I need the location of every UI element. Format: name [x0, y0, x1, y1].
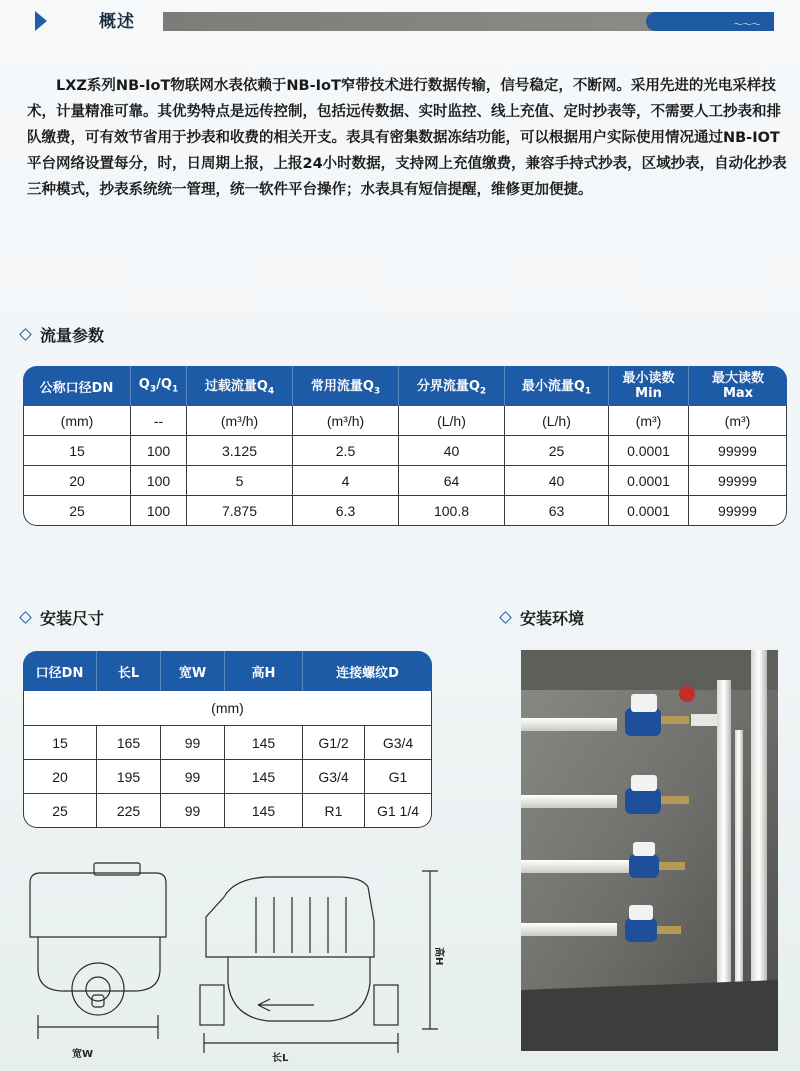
table-cell: 99999 — [689, 466, 787, 496]
table-cell: 99999 — [689, 436, 787, 466]
table-cell: G1/2 — [303, 726, 365, 760]
table-row — [23, 726, 432, 760]
table-cell: G1 — [365, 760, 432, 794]
unit-cell: (mm) — [23, 691, 432, 726]
size-table-header-row — [23, 651, 432, 691]
table-cell: G3/4 — [303, 760, 365, 794]
table-cell: 15 — [23, 436, 131, 466]
flow-section-title: 流量参数 — [40, 326, 105, 345]
table-cell: 20 — [23, 760, 97, 794]
size-header-thread: 连接螺纹D — [303, 651, 432, 691]
size-header-height: 高H — [225, 651, 303, 691]
table-cell: 0.0001 — [609, 436, 689, 466]
table-cell: 7.875 — [187, 496, 293, 526]
table-cell: 2.5 — [293, 436, 399, 466]
table-cell: 100 — [131, 436, 187, 466]
width-dimension-label: 宽W — [72, 1049, 94, 1060]
size-section-title: 安装尺寸 — [40, 609, 105, 628]
table-cell: 25 — [23, 496, 131, 526]
table-row — [23, 466, 787, 496]
unit-cell: -- — [131, 406, 187, 436]
flow-header-ratio: $Q_3/Q_1$ — [131, 366, 187, 406]
table-cell: 0.0001 — [609, 496, 689, 526]
table-cell: 3.125 — [187, 436, 293, 466]
table-cell: 25 — [505, 436, 609, 466]
wave-ornament-icon: 〜〜〜 — [733, 20, 760, 31]
page-title: 概述 — [99, 12, 135, 32]
table-cell: 0.0001 — [609, 466, 689, 496]
flow-header-minimum: 最小流量$Q_1$ — [505, 366, 609, 406]
table-cell: 145 — [225, 726, 303, 760]
diamond-icon — [499, 611, 512, 624]
table-cell: 99 — [161, 794, 225, 828]
unit-cell: (m³) — [689, 406, 787, 436]
table-cell: 165 — [97, 726, 161, 760]
table-cell: 4 — [293, 466, 399, 496]
table-cell: 100 — [131, 496, 187, 526]
table-row — [23, 760, 432, 794]
table-row — [23, 436, 787, 466]
table-cell: 40 — [505, 466, 609, 496]
table-cell: 20 — [23, 466, 131, 496]
table-cell: 225 — [97, 794, 161, 828]
installation-photo — [521, 650, 778, 1051]
table-cell: 99999 — [689, 496, 787, 526]
size-header-length: 长L — [97, 651, 161, 691]
table-cell: 15 — [23, 726, 97, 760]
table-row — [23, 794, 432, 828]
unit-cell: (L/h) — [399, 406, 505, 436]
table-cell: 195 — [97, 760, 161, 794]
size-section-heading — [21, 606, 104, 629]
flow-header-min-reading: 最小读数 Min — [609, 366, 689, 406]
unit-cell: (mm) — [23, 406, 131, 436]
env-section-heading — [501, 606, 584, 629]
unit-cell: (L/h) — [505, 406, 609, 436]
size-header-dn: 口径DN — [23, 651, 97, 691]
flow-parameter-table — [23, 366, 787, 526]
length-dimension-label: 长L — [272, 1053, 289, 1064]
diamond-icon — [19, 611, 32, 624]
table-cell: 145 — [225, 760, 303, 794]
unit-cell: (m³/h) — [293, 406, 399, 436]
table-cell: 100 — [131, 466, 187, 496]
flow-header-permanent: 常用流量$Q_3$ — [293, 366, 399, 406]
table-cell: 145 — [225, 794, 303, 828]
table-cell: 63 — [505, 496, 609, 526]
side-view-outline — [206, 877, 374, 957]
size-header-width: 宽W — [161, 651, 225, 691]
flow-header-dn: 公称口径DN — [23, 366, 131, 406]
table-cell: 99 — [161, 760, 225, 794]
unit-cell: (m³/h) — [187, 406, 293, 436]
flow-header-transitional: 分界流量$Q_2$ — [399, 366, 505, 406]
env-section-title: 安装环境 — [520, 609, 585, 628]
table-row — [23, 496, 787, 526]
table-cell: G1 1/4 — [365, 794, 432, 828]
intro-paragraph: LXZ系列NB-IoT物联网水表依赖于NB-IoT窄带技术进行数据传输，信号稳定，不断网。采用先进的光电采样技术，计量精准可靠。其优势特点是远传控制，包括远传数据、实时监控、线上充值、定时抄表等，不需要人工抄表和排队缴费，可有效节省用于抄表和收费的相关开支。表具有密集数据冻结功能，可以根据用户实际使用情况通过NB-IOT平台网络设置每分，时，日周期上报，上报24小时数据，支持网上充值缴费，兼容手持式抄表，区域抄表，自动化抄表三种模式，抄表系统统一管理，统一软件平台操作；水表具有短信提醒，维修更加便捷。 — [27, 78, 787, 198]
table-cell: 100.8 — [399, 496, 505, 526]
table-cell: 64 — [399, 466, 505, 496]
dimension-diagram — [18, 857, 448, 1065]
front-view-outline — [30, 873, 166, 937]
size-unit-row — [23, 691, 432, 726]
table-cell: R1 — [303, 794, 365, 828]
install-size-table — [23, 651, 432, 828]
diamond-icon — [19, 328, 32, 341]
unit-cell: (m³) — [609, 406, 689, 436]
flow-section-heading — [21, 323, 104, 346]
flow-units-row — [23, 406, 787, 436]
height-dimension-label: 高H — [433, 947, 444, 966]
table-cell: 6.3 — [293, 496, 399, 526]
table-cell: 25 — [23, 794, 97, 828]
table-cell: 99 — [161, 726, 225, 760]
flow-header-max-reading: 最大读数 Max — [689, 366, 787, 406]
table-cell: 40 — [399, 436, 505, 466]
table-cell: 5 — [187, 466, 293, 496]
flow-table-header-row — [23, 366, 787, 406]
table-cell: G3/4 — [365, 726, 432, 760]
flow-header-overload: 过载流量$Q_4$ — [187, 366, 293, 406]
header-arrow-icon — [35, 11, 47, 31]
